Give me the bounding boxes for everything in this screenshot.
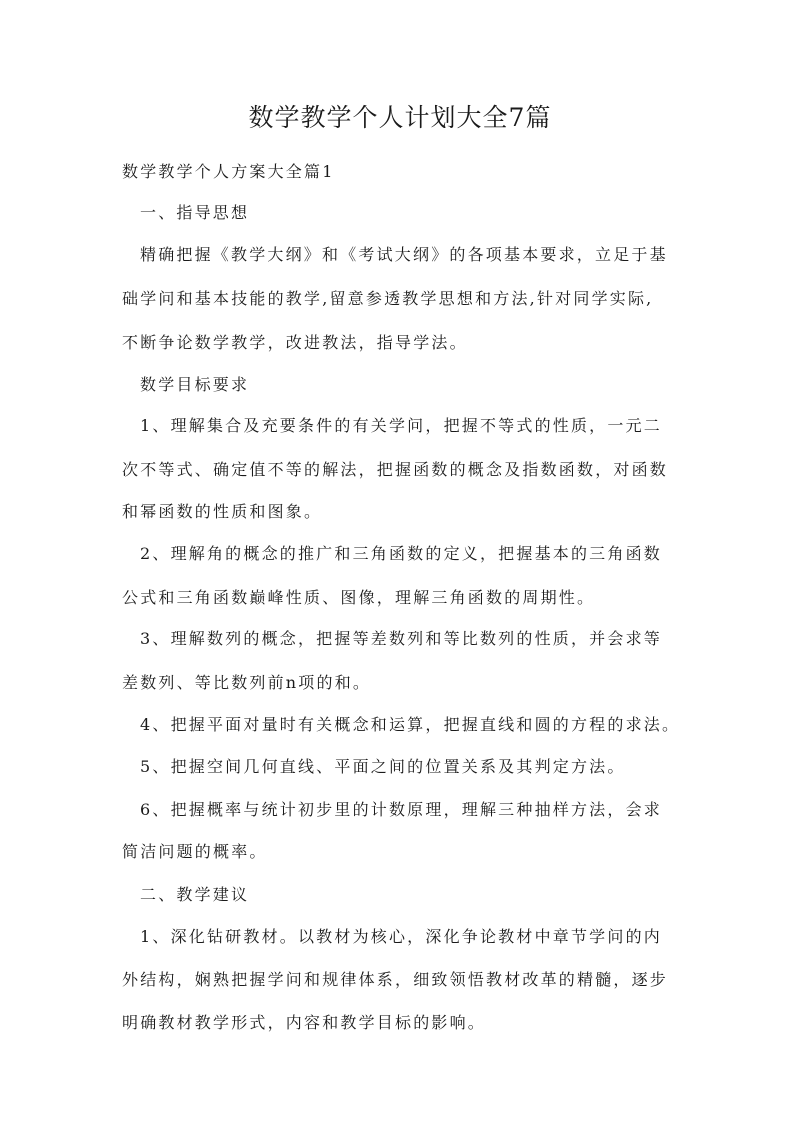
- paragraph-line: 简洁问题的概率。: [122, 842, 268, 861]
- paragraph-line: 6、把握概率与统计初步里的计数原理，理解三种抽样方法，会求: [140, 800, 662, 819]
- paragraph-line: 公式和三角函数巅峰性质、图像，理解三角函数的周期性。: [122, 588, 596, 607]
- paragraph-line: 3、理解数列的概念，把握等差数列和等比数列的性质，并会求等: [140, 629, 662, 648]
- subheading: 一、指导思想: [140, 203, 250, 222]
- paragraph-line: 1、深化钻研教材。以教材为核心，深化争论教材中章节学问的内: [140, 927, 662, 946]
- paragraph-line: 4、把握平面对量时有关概念和运算，把握直线和圆的方程的求法。: [140, 715, 681, 734]
- paragraph-line: 次不等式、确定值不等的解法，把握函数的概念及指数函数，对函数: [122, 460, 669, 479]
- paragraph-line: 和幂函数的性质和图象。: [122, 502, 323, 521]
- section-heading: 数学教学个人方案大全篇1: [122, 162, 335, 181]
- subheading: 二、教学建议: [140, 885, 250, 904]
- paragraph-line: 外结构，娴熟把握学问和规律体系，细致领悟教材改革的精髓，逐步: [122, 970, 669, 989]
- paragraph-line: 5、把握空间几何直线、平面之间的位置关系及其判定方法。: [140, 757, 626, 776]
- paragraph-line: 2、理解角的概念的推广和三角函数的定义，把握基本的三角函数: [140, 544, 662, 563]
- paragraph-line: 明确教材教学形式，内容和教学目标的影响。: [122, 1013, 487, 1032]
- document-title: 数学教学个人计划大全7篇: [248, 103, 552, 132]
- paragraph-line: 不断争论数学教学，改进教法，指导学法。: [122, 333, 468, 352]
- paragraph-line: 精确把握《教学大纲》和《考试大纲》的各项基本要求，立足于基: [140, 245, 668, 264]
- subheading: 数学目标要求: [140, 375, 250, 394]
- paragraph-line: 础学问和基本技能的教学,留意参透教学思想和方法,针对同学实际,: [122, 289, 654, 308]
- paragraph-line: 差数列、等比数列前n项的和。: [122, 673, 372, 692]
- paragraph-line: 1、理解集合及充要条件的有关学问，把握不等式的性质，一元二: [140, 416, 662, 435]
